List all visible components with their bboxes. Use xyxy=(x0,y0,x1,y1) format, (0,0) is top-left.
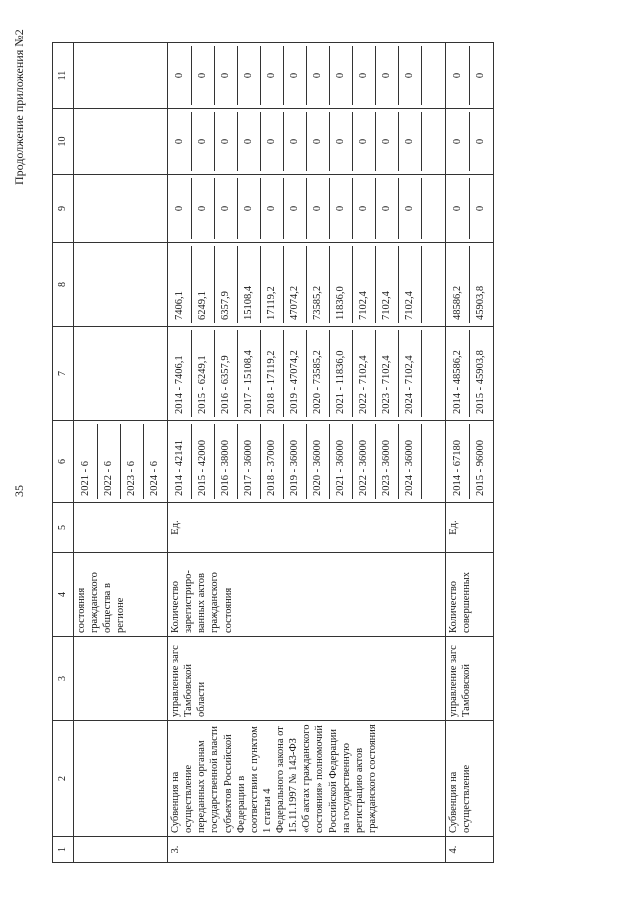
row-executor: управление загс Тамбовской области xyxy=(168,637,446,721)
cell-empty xyxy=(74,327,168,421)
target-value: 2015 - 42000 xyxy=(192,424,215,499)
zero-value: 0 xyxy=(399,112,422,171)
page-number: 35 xyxy=(12,485,26,497)
col-number: 3 xyxy=(53,637,74,721)
zero-value: 0 xyxy=(238,46,261,105)
col-number: 2 xyxy=(53,721,74,837)
row-funding-by-year xyxy=(446,327,494,421)
funding-year-value: 2024 - 7102,4 xyxy=(399,330,422,417)
zero-value: 0 xyxy=(284,46,307,105)
zero-value: 0 xyxy=(169,112,192,171)
carryover-indicator: состояния гражданского общества в регионе xyxy=(74,553,168,637)
row-targets xyxy=(168,421,446,503)
funding-value: 7102,4 xyxy=(353,246,376,323)
zero-value: 0 xyxy=(353,46,376,105)
funding-year-value: 2017 - 15108,4 xyxy=(238,330,261,417)
zero-value: 0 xyxy=(192,178,215,239)
funding-year-value: 2020 - 73585,2 xyxy=(307,330,330,417)
zero-value: 0 xyxy=(353,112,376,171)
row-indicator: Количество зарегистриро-ванных актов гражданского состояния xyxy=(168,553,446,637)
target-value: 2024 - 36000 xyxy=(399,424,422,499)
funding-year-value: 2018 - 17119,2 xyxy=(261,330,284,417)
cell-empty xyxy=(74,243,168,327)
cell-empty xyxy=(74,637,168,721)
cell-filler xyxy=(422,424,444,499)
row-unit: Ед. xyxy=(168,503,446,553)
row-targets xyxy=(446,421,494,503)
col-number: 6 xyxy=(53,421,74,503)
zero-value: 0 xyxy=(169,178,192,239)
row-name: Субвенция на осуществление xyxy=(446,721,494,837)
column-number-row xyxy=(53,43,74,863)
cell-empty xyxy=(74,503,168,553)
row-funding-by-year xyxy=(168,327,446,421)
row-number: 3. xyxy=(168,837,446,863)
funding-value: 15108,4 xyxy=(238,246,261,323)
zero-value: 0 xyxy=(261,178,284,239)
zero-value: 0 xyxy=(261,46,284,105)
funding-value: 6249,1 xyxy=(192,246,215,323)
year-value: 2021 - 6 xyxy=(75,424,98,499)
year-value: 2024 - 6 xyxy=(149,461,160,496)
zero-value: 0 xyxy=(475,138,486,145)
funding-value: 6357,9 xyxy=(215,246,238,323)
zero-value: 0 xyxy=(169,46,192,105)
zero-value: 0 xyxy=(330,112,353,171)
cell-empty xyxy=(74,43,168,109)
cell-filler xyxy=(422,178,444,239)
zero-value: 0 xyxy=(307,112,330,171)
zero-value: 0 xyxy=(376,178,399,239)
cell-empty xyxy=(74,837,168,863)
col-number: 4 xyxy=(53,553,74,637)
target-value: 2016 - 38000 xyxy=(215,424,238,499)
zero-value: 0 xyxy=(215,112,238,171)
zero-value: 0 xyxy=(376,112,399,171)
zero-value: 0 xyxy=(475,72,486,79)
funding-value: 73585,2 xyxy=(307,246,330,323)
col-number: 1 xyxy=(53,837,74,863)
row-zeros-col10 xyxy=(168,109,446,175)
zero-value: 0 xyxy=(330,46,353,105)
year-value: 2023 - 6 xyxy=(121,424,144,499)
zero-value: 0 xyxy=(261,112,284,171)
col-number: 5 xyxy=(53,503,74,553)
col-number: 10 xyxy=(53,109,74,175)
target-value: 2014 - 42141 xyxy=(169,424,192,499)
col-number: 8 xyxy=(53,243,74,327)
zero-value: 0 xyxy=(284,112,307,171)
target-value: 2018 - 37000 xyxy=(261,424,284,499)
zero-value: 0 xyxy=(215,178,238,239)
carryover-years xyxy=(74,421,168,503)
target-value: 2021 - 36000 xyxy=(330,424,353,499)
funding-year-value: 2014 - 48586,2 xyxy=(447,330,470,417)
row-indicator: Количество совершенных xyxy=(446,553,494,637)
funding-year-value: 2021 - 11836,0 xyxy=(330,330,353,417)
col-number: 7 xyxy=(53,327,74,421)
zero-value: 0 xyxy=(399,178,422,239)
col-number: 9 xyxy=(53,175,74,243)
zero-value: 0 xyxy=(399,46,422,105)
target-value: 2023 - 36000 xyxy=(376,424,399,499)
row-funding xyxy=(168,243,446,327)
zero-value: 0 xyxy=(238,178,261,239)
table-row-4 xyxy=(446,43,494,863)
target-value: 2015 - 96000 xyxy=(475,440,486,496)
funding-value: 7102,4 xyxy=(399,246,422,323)
target-value: 2020 - 36000 xyxy=(307,424,330,499)
table-row-3 xyxy=(168,43,446,863)
zero-value: 0 xyxy=(353,178,376,239)
row-zeros-col11 xyxy=(168,43,446,109)
carryover-row xyxy=(74,43,168,863)
zero-value: 0 xyxy=(475,205,486,212)
target-value: 2017 - 36000 xyxy=(238,424,261,499)
zero-value: 0 xyxy=(447,46,470,105)
zero-value: 0 xyxy=(376,46,399,105)
cell-empty xyxy=(74,175,168,243)
year-value: 2022 - 6 xyxy=(98,424,121,499)
row-zeros-col10 xyxy=(446,109,494,175)
funding-value: 45903,8 xyxy=(475,285,486,320)
target-value: 2022 - 36000 xyxy=(353,424,376,499)
target-value: 2014 - 67180 xyxy=(447,424,470,499)
cell-filler xyxy=(422,112,444,171)
funding-value: 48586,2 xyxy=(447,246,470,323)
zero-value: 0 xyxy=(238,112,261,171)
cell-empty xyxy=(74,721,168,837)
zero-value: 0 xyxy=(215,46,238,105)
target-value: 2019 - 36000 xyxy=(284,424,307,499)
funding-value: 47074,2 xyxy=(284,246,307,323)
funding-year-value: 2015 - 45903,8 xyxy=(475,350,486,414)
row-funding xyxy=(446,243,494,327)
funding-year-value: 2022 - 7102,4 xyxy=(353,330,376,417)
program-table xyxy=(52,42,494,863)
zero-value: 0 xyxy=(447,178,470,239)
zero-value: 0 xyxy=(330,178,353,239)
funding-year-value: 2014 - 7406,1 xyxy=(169,330,192,417)
funding-value: 7102,4 xyxy=(376,246,399,323)
funding-year-value: 2019 - 47074,2 xyxy=(284,330,307,417)
funding-year-value: 2016 - 6357,9 xyxy=(215,330,238,417)
funding-year-value: 2015 - 6249,1 xyxy=(192,330,215,417)
continuation-note: Продолжение приложения №2 xyxy=(12,29,26,185)
zero-value: 0 xyxy=(447,112,470,171)
funding-value: 17119,2 xyxy=(261,246,284,323)
zero-value: 0 xyxy=(192,46,215,105)
funding-value: 7406,1 xyxy=(169,246,192,323)
cell-filler xyxy=(422,46,444,105)
row-number: 4. xyxy=(446,837,494,863)
col-number: 11 xyxy=(53,43,74,109)
row-unit: Ед. xyxy=(446,503,494,553)
cell-filler xyxy=(422,246,444,323)
row-executor: управление загс Тамбовской xyxy=(446,637,494,721)
row-zeros-col11 xyxy=(446,43,494,109)
zero-value: 0 xyxy=(192,112,215,171)
zero-value: 0 xyxy=(284,178,307,239)
row-name: Субвенция на осуществление переданных органам государственной власти субъектов Российской Федерации в соответствии с пунктом 1 статьи 4 Федерального закона от 15.11.1997 № 143-ФЗ «Об актах гражданского состояния» полномочий Российской Федерации на государственную регистрацию актов гражданского состояния xyxy=(168,721,446,837)
funding-value: 11836,0 xyxy=(330,246,353,323)
row-zeros-col9 xyxy=(446,175,494,243)
cell-filler xyxy=(422,330,444,417)
zero-value: 0 xyxy=(307,46,330,105)
cell-empty xyxy=(74,109,168,175)
funding-year-value: 2023 - 7102,4 xyxy=(376,330,399,417)
row-zeros-col9 xyxy=(168,175,446,243)
zero-value: 0 xyxy=(307,178,330,239)
